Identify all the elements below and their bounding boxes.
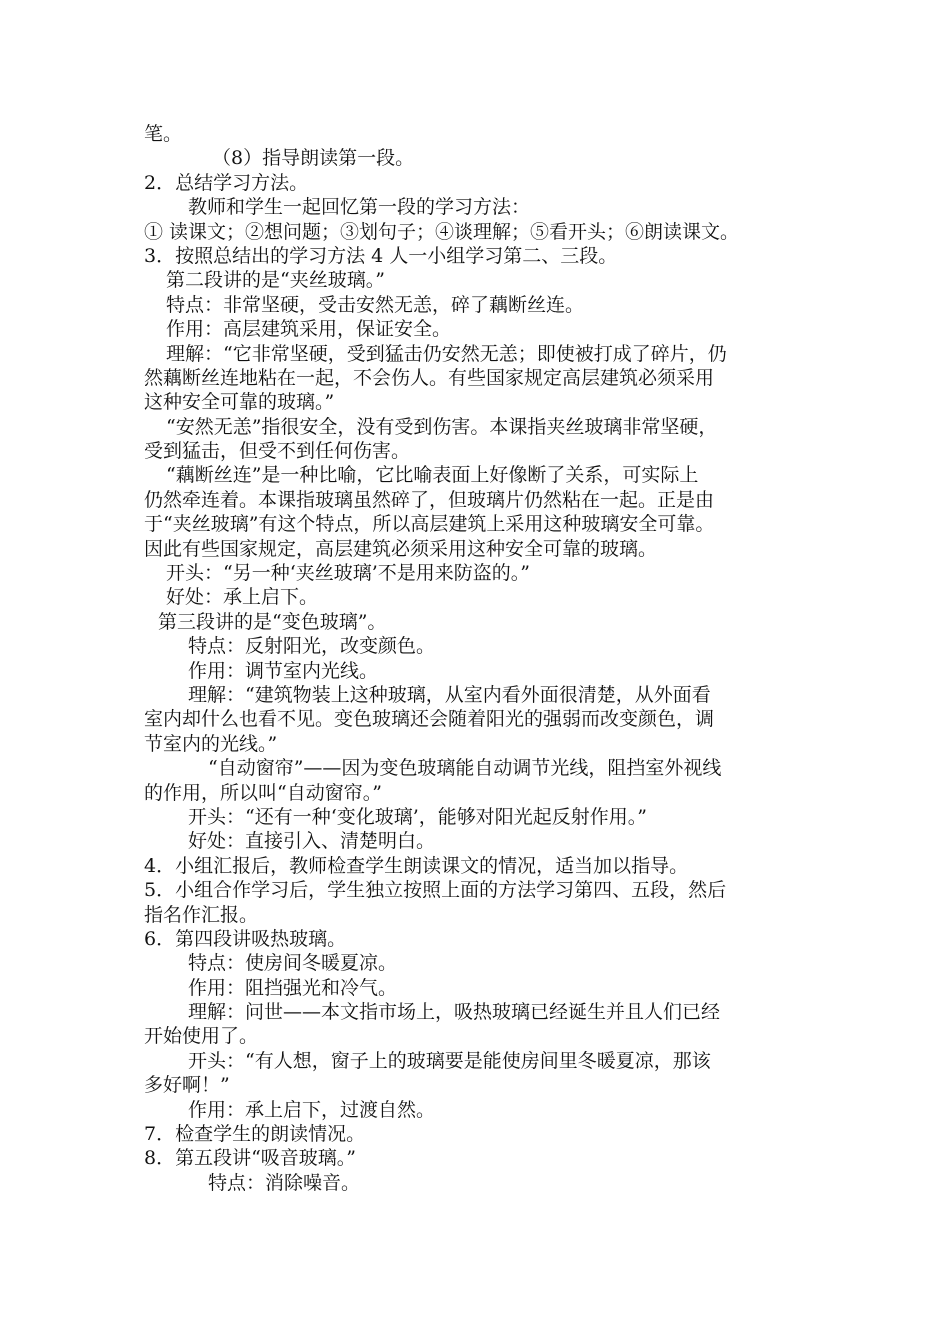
text-line: 第三段讲的是“变色玻璃”。 bbox=[158, 610, 387, 633]
text-line: 作用：高层建筑采用，保证安全。 bbox=[166, 318, 452, 341]
text-line: （8）指导朗读第一段。 bbox=[212, 147, 415, 170]
text-line: 8．第五段讲“吸音玻璃。” bbox=[144, 1147, 357, 1170]
text-line: 指名作汇报。 bbox=[144, 903, 259, 926]
text-line: 7．检查学生的朗读情况。 bbox=[144, 1123, 366, 1146]
text-line: “藕断丝连”是一种比喻，它比喻表面上好像断了关系，可实际上 bbox=[166, 464, 699, 487]
text-line: 开头：“另一种‘夹丝玻璃’不是用来防盗的。” bbox=[166, 562, 531, 585]
text-line: 多好啊！” bbox=[144, 1074, 230, 1097]
document-body bbox=[144, 122, 834, 1195]
text-line: “安然无恙”指很安全，没有受到伤害。本课指夹丝玻璃非常坚硬， bbox=[166, 415, 718, 438]
text-line: 然藕断丝连地粘在一起，不会伤人。有些国家规定高层建筑必须采用 bbox=[144, 366, 715, 389]
text-line: 5．小组合作学习后，学生独立按照上面的方法学习第四、五段，然后 bbox=[144, 879, 727, 902]
text-line: 的作用，所以叫“自动窗帘。” bbox=[144, 781, 382, 804]
text-line: 室内却什么也看不见。变色玻璃还会随着阳光的强弱而改变颜色，调 bbox=[144, 708, 715, 731]
text-line: 2．总结学习方法。 bbox=[144, 171, 309, 194]
text-line: 节室内的光线。” bbox=[144, 732, 278, 755]
text-line: 作用：阻挡强光和冷气。 bbox=[188, 976, 398, 999]
text-line: ① 读课文；②想问题；③划句子；④谈理解；⑤看开头；⑥朗读课文。 bbox=[144, 220, 740, 243]
text-line: 因此有些国家规定，高层建筑必须采用这种安全可靠的玻璃。 bbox=[144, 537, 658, 560]
text-line: “自动窗帘”——因为变色玻璃能自动调节光线，阻挡室外视线 bbox=[208, 757, 722, 780]
text-line: 3．按照总结出的学习方法 4 人一小组学习第二、三段。 bbox=[144, 244, 618, 267]
text-line: 特点：消除噪音。 bbox=[208, 1171, 361, 1194]
text-line: 第二段讲的是“夹丝玻璃。” bbox=[166, 269, 385, 292]
text-line: 仍然牵连着。本课指玻璃虽然碎了，但玻璃片仍然粘在一起。正是由 bbox=[144, 488, 715, 511]
text-line: 受到猛击，但受不到任何伤害。 bbox=[144, 440, 411, 463]
text-line: 作用：调节室内光线。 bbox=[188, 659, 379, 682]
text-line: 开头：“还有一种‘变化玻璃’，能够对阳光起反射作用。” bbox=[188, 805, 648, 828]
text-line: 作用：承上启下，过渡自然。 bbox=[188, 1098, 436, 1121]
text-line: 好处：承上启下。 bbox=[166, 586, 319, 609]
text-line: 教师和学生一起回忆第一段的学习方法： bbox=[188, 196, 531, 219]
text-line: 这种安全可靠的玻璃。” bbox=[144, 391, 335, 414]
text-line: 特点：非常坚硬，受击安然无恙，碎了藕断丝连。 bbox=[166, 293, 585, 316]
text-line: 6．第四段讲吸热玻璃。 bbox=[144, 927, 347, 950]
text-line: 特点：反射阳光，改变颜色。 bbox=[188, 635, 436, 658]
text-line: 于“夹丝玻璃”有这个特点，所以高层建筑上采用这种玻璃安全可靠。 bbox=[144, 513, 715, 536]
text-line: 理解：“建筑物装上这种玻璃，从室内看外面很清楚，从外面看 bbox=[188, 683, 711, 706]
text-line: 笔。 bbox=[144, 123, 183, 145]
text-line: 开始使用了。 bbox=[144, 1025, 259, 1048]
text-line: 理解：“它非常坚硬，受到猛击仍安然无恙；即使被打成了碎片，仍 bbox=[166, 342, 727, 365]
text-line: 开头：“有人想，窗子上的玻璃要是能使房间里冬暖夏凉，那该 bbox=[188, 1049, 711, 1072]
text-line: 特点：使房间冬暖夏凉。 bbox=[188, 952, 398, 975]
text-line: 好处：直接引入、清楚明白。 bbox=[188, 830, 436, 853]
text-line: 理解：问世——本文指市场上，吸热玻璃已经诞生并且人们已经 bbox=[188, 1001, 721, 1024]
text-line: 4．小组汇报后，教师检查学生朗读课文的情况，适当加以指导。 bbox=[144, 854, 689, 877]
